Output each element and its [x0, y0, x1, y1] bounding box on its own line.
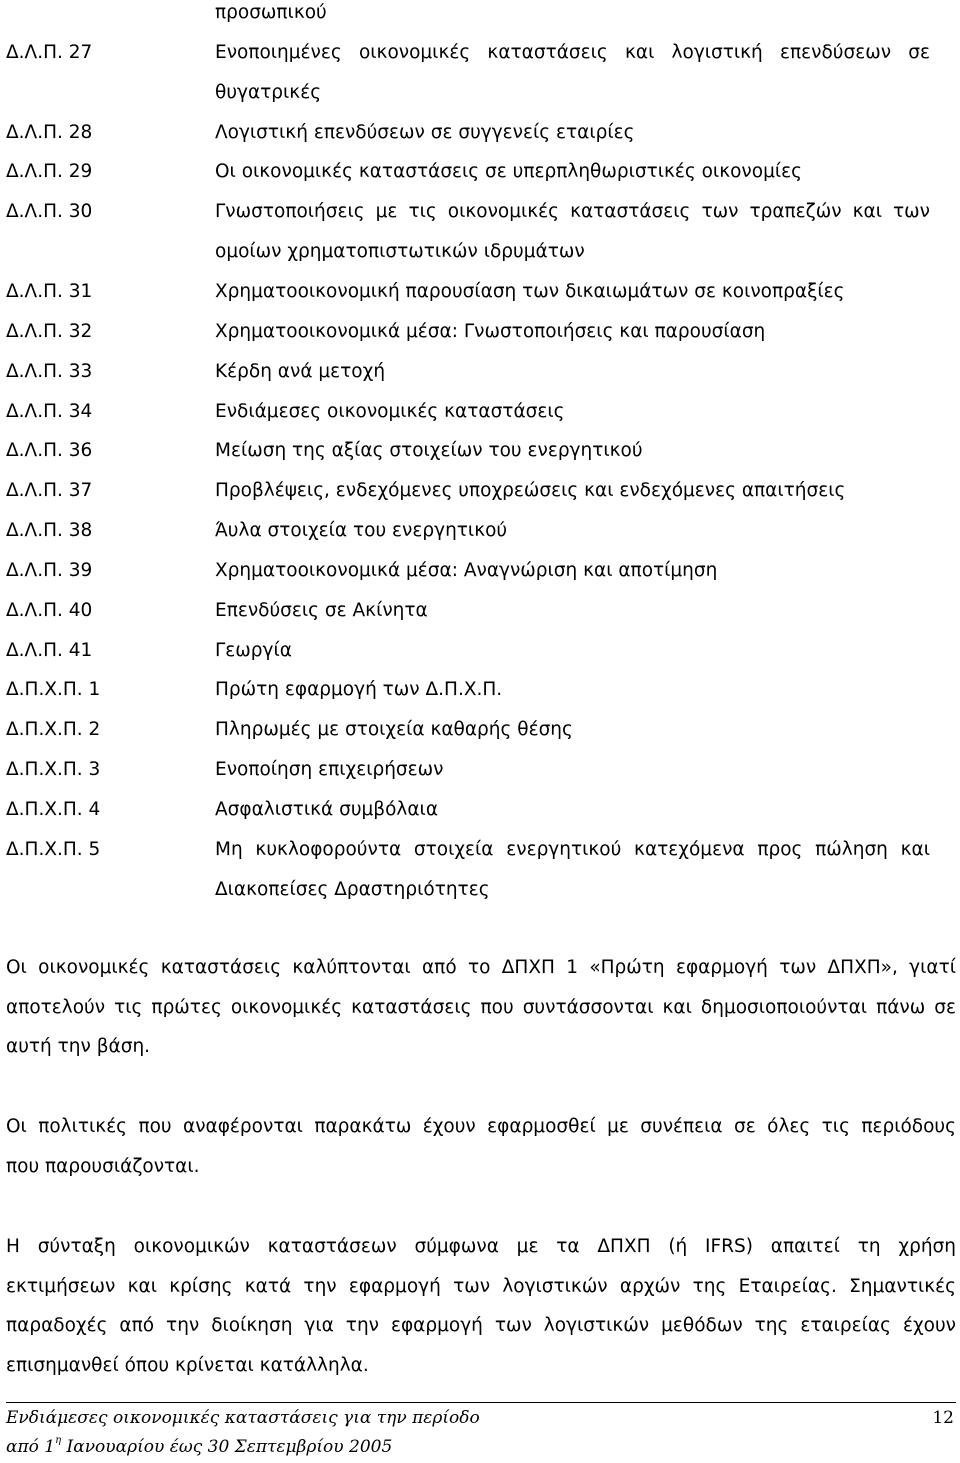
standard-code: Δ.Λ.Π. 36 [6, 440, 93, 462]
paragraph-line: παραδοχές από την διοίκηση για την εφαρμογή των λογιστικών μεθόδων της εταιρείας έχουν [6, 1315, 956, 1336]
standard-title: Κέρδη ανά μετοχή [215, 360, 386, 382]
footer-rule [6, 1402, 956, 1403]
paragraph-line: Οι οικονομικές καταστάσεις καλύπτονται από το ΔΠΧΠ 1 «Πρώτη εφαρμογή των ΔΠΧΠ», γιατί [6, 957, 956, 978]
standard-title: Πρώτη εφαρμογή των Δ.Π.Χ.Π. [215, 679, 503, 701]
standard-code: Δ.Π.Χ.Π. 3 [6, 759, 101, 781]
standard-row [0, 710, 960, 750]
standard-code: Δ.Λ.Π. 30 [6, 201, 93, 223]
standard-code: Δ.Π.Χ.Π. 5 [6, 838, 101, 860]
standard-row [0, 312, 960, 352]
standard-code: Δ.Λ.Π. 28 [6, 121, 93, 143]
standard-row [0, 511, 960, 551]
standard-row [0, 232, 960, 272]
standard-title: Ενδιάμεσες οικονομικές καταστάσεις [215, 400, 565, 422]
standard-row [0, 670, 960, 710]
paragraph-line: εκτιμήσεων και κρίσης κατά την εφαρμογή των λογιστικών αρχών της Εταιρείας. Σημαντικές [6, 1275, 956, 1297]
standard-title: ομοίων χρηματοπιστωτικών ιδρυμάτων [215, 241, 585, 263]
standard-code: Δ.Π.Χ.Π. 2 [6, 719, 101, 741]
standard-row [0, 471, 960, 511]
paragraph-line: που παρουσιάζονται. [6, 1155, 200, 1177]
standard-code: Δ.Λ.Π. 40 [6, 599, 93, 621]
standard-code: Δ.Λ.Π. 38 [6, 520, 93, 542]
standard-title: Διακοπείσες Δραστηριότητες [215, 878, 490, 900]
standard-row [0, 750, 960, 790]
standard-row [0, 790, 960, 830]
footer-title: Ενδιάμεσες οικονομικές καταστάσεις για την περίοδο [6, 1408, 480, 1428]
standard-title: Προβλέψεις, ενδεχόμενες υποχρεώσεις και ενδεχόμενες απαιτήσεις [215, 480, 846, 502]
standard-title: Μείωση της αξίας στοιχείων του ενεργητικού [215, 440, 643, 462]
standard-row [0, 192, 960, 232]
standard-title: Ασφαλιστικά συμβόλαια [215, 799, 439, 820]
standard-title: Γεωργία [215, 639, 292, 661]
paragraph-line: αποτελούν τις πρώτες οικονομικές καταστάσεις που συντάσσονται και δημοσιοποιούνται πάνω σε [6, 996, 956, 1018]
standard-row [0, 830, 960, 870]
standard-title: Επενδύσεις σε Ακίνητα [215, 599, 428, 621]
standard-code: Δ.Λ.Π. 32 [6, 320, 93, 342]
paragraph-line: Οι πολιτικές που αναφέρονται παρακάτω έχουν εφαρμοσθεί με συνέπεια σε όλες τις περιόδους [6, 1116, 956, 1137]
standard-code: Δ.Π.Χ.Π. 1 [6, 679, 101, 701]
standard-row [0, 870, 960, 910]
standard-row [0, 113, 960, 153]
standard-row [0, 352, 960, 392]
standard-code: Δ.Λ.Π. 33 [6, 360, 93, 382]
standard-row [0, 33, 960, 73]
standard-title: Πληρωμές με στοιχεία καθαρής θέσης [215, 719, 573, 741]
footer-period: από $1^\eta$ Ιανουαρίου έως 30 Σεπτεμβρίου 2005 [6, 1435, 393, 1457]
standard-row [0, 272, 960, 312]
standard-code: Δ.Λ.Π. 37 [6, 480, 93, 502]
standard-title: Χρηματοοικονομικά μέσα: Αναγνώριση και αποτίμηση [215, 559, 718, 581]
standard-title: Γνωστοποιήσεις με τις οικονομικές καταστάσεις των τραπεζών και των [215, 201, 930, 223]
standard-row [0, 551, 960, 591]
standard-row [0, 392, 960, 432]
standard-code: Δ.Λ.Π. 41 [6, 639, 93, 661]
page-number: 12 [932, 1408, 954, 1428]
paragraph-line: αυτή την βάση. [6, 1036, 151, 1057]
standard-code: Δ.Λ.Π. 27 [6, 41, 93, 63]
standard-title: προσωπικού [215, 2, 327, 23]
standard-row [0, 0, 960, 33]
standard-row [0, 591, 960, 631]
standard-code: Δ.Λ.Π. 34 [6, 400, 93, 422]
standard-title: Χρηματοοικονομικά μέσα: Γνωστοποιήσεις και παρουσίαση [215, 320, 766, 342]
standard-code: Δ.Λ.Π. 29 [6, 161, 93, 183]
paragraph-line: επισημανθεί όπου κρίνεται κατάλληλα. [6, 1354, 369, 1376]
standard-row [0, 431, 960, 471]
standard-title: θυγατρικές [215, 81, 322, 103]
standard-title: Λογιστική επενδύσεων σε συγγενείς εταιρίες [215, 121, 635, 143]
standard-row [0, 631, 960, 671]
standard-title: Άυλα στοιχεία του ενεργητικού [215, 520, 508, 542]
standard-code: Δ.Π.Χ.Π. 4 [6, 799, 101, 820]
standard-row [0, 152, 960, 192]
standard-title: Ενοποίηση επιχειρήσεων [215, 759, 444, 781]
paragraph-line: Η σύνταξη οικονομικών καταστάσεων σύμφωνα με τα ΔΠΧΠ (ή IFRS) απαιτεί τη χρήση [6, 1236, 956, 1257]
standard-title: Ενοποιημένες οικονομικές καταστάσεις και λογιστική επενδύσεων σε [215, 41, 930, 63]
standard-code: Δ.Λ.Π. 39 [6, 559, 93, 581]
standard-title: Οι οικονομικές καταστάσεις σε υπερπληθωριστικές οικονομίες [215, 161, 802, 183]
standard-row [0, 73, 960, 113]
standard-title: Μη κυκλοφορούντα στοιχεία ενεργητικού κατεχόμενα προς πώληση και [215, 838, 930, 860]
standard-title: Χρηματοοικονομική παρουσίαση των δικαιωμάτων σε κοινοπραξίες [215, 280, 845, 302]
standard-code: Δ.Λ.Π. 31 [6, 280, 93, 302]
